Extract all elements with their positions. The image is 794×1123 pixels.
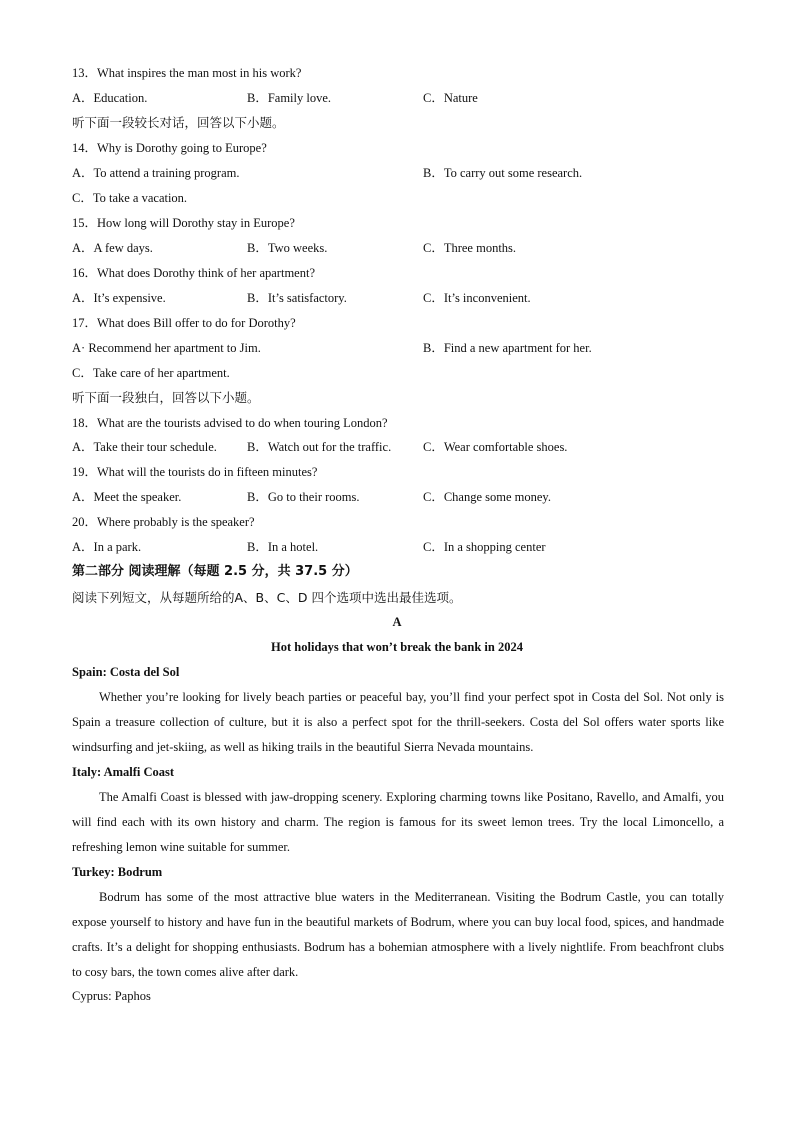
- option-a: A．Meet the speaker.: [72, 490, 182, 504]
- section-heading-italy: Italy: Amalfi Coast: [72, 765, 175, 779]
- question-17-stem: 17．What does Bill offer to do for Dorothy?: [72, 316, 296, 330]
- option-c: C．Change some money.: [423, 490, 551, 504]
- section-text-spain: Whether you’re looking for lively beach parties or peaceful bay, you’ll find your perfect spot in Costa del Sol. Not only is Spain a treasure collection of culture, but it is also a perfect spot for the thrill-seekers. Costa del Sol offers water sports like windsurfing and jet-skiing, as well as hiking trails in the beautiful Sierra Nevada mountains.: [72, 690, 724, 754]
- option-c: C．Three months.: [423, 241, 517, 255]
- question-20-options: [72, 538, 722, 556]
- option-c: C．In a shopping center: [423, 540, 546, 554]
- option-a: A．In a park.: [72, 540, 142, 554]
- section-text-italy: The Amalfi Coast is blessed with jaw-dropping scenery. Exploring charming towns like Positano, Ravello, and Amalfi, you will find each with its own history and charm. The region is famous for its sweet lemon trees. Try the local Limoncello, a refreshing lemon wine suitable for summer.: [72, 790, 724, 854]
- option-b: B．Family love.: [247, 91, 332, 105]
- option-a: A．It’s expensive.: [72, 291, 166, 305]
- question-13-stem: 13．What inspires the man most in his work?: [72, 66, 302, 80]
- question-17-options: [72, 339, 722, 357]
- option-a: A．To attend a training program.: [72, 166, 240, 180]
- option-b: B．Two weeks.: [247, 241, 328, 255]
- option-b: B．Watch out for the traffic.: [247, 440, 392, 454]
- question-14-stem: 14．Why is Dorothy going to Europe?: [72, 141, 267, 155]
- question-13-options: [72, 89, 722, 107]
- passage-letter: A: [392, 615, 402, 629]
- question-18-stem: 18．What are the tourists advised to do when touring London?: [72, 416, 388, 430]
- option-b: B．Go to their rooms.: [247, 490, 360, 504]
- instruction-monologue: 听下面一段独白，回答以下小题。: [72, 390, 260, 405]
- question-18-options: [72, 438, 722, 456]
- option-a: A· Recommend her apartment to Jim.: [72, 341, 261, 355]
- option-c: C．Wear comfortable shoes.: [423, 440, 568, 454]
- question-19-stem: 19．What will the tourists do in fifteen minutes?: [72, 465, 318, 479]
- question-14-options: [72, 164, 722, 182]
- option-b: B．In a hotel.: [247, 540, 319, 554]
- option-c: C．Nature: [423, 91, 478, 105]
- option-b: B．Find a new apartment for her.: [423, 341, 592, 355]
- question-15-stem: 15．How long will Dorothy stay in Europe?: [72, 216, 295, 230]
- option-b: B．It’s satisfactory.: [247, 291, 347, 305]
- section-text-turkey: Bodrum has some of the most attractive blue waters in the Mediterranean. Visiting the Bodrum Castle, you can totally expose yourself to history and have fun in the beautiful markets of Bodrum, where you can buy local food, spices, and handmade crafts. It’s a delight for shopping enthusiasts. Bodrum has a bohemian atmosphere with a lively nightlife. From beachfront clubs to cosy bars, the town comes alive after dark.: [72, 890, 724, 979]
- option-c: C．It’s inconvenient.: [423, 291, 531, 305]
- option-a: A．Education.: [72, 91, 148, 105]
- part2-instruction: 阅读下列短文，从每题所给的A、B、C、D 四个选项中选出最佳选项。: [72, 590, 462, 605]
- part2-title: 第二部分 阅读理解（每题 2.5 分，共 37.5 分）: [72, 564, 358, 579]
- option-a: A．Take their tour schedule.: [72, 440, 217, 454]
- option-b: B．To carry out some research.: [423, 166, 583, 180]
- instruction-long-dialogue: 听下面一段较长对话，回答以下小题。: [72, 115, 285, 130]
- question-16-stem: 16．What does Dorothy think of her apartment?: [72, 266, 315, 280]
- question-20-stem: 20．Where probably is the speaker?: [72, 515, 255, 529]
- option-c: C．To take a vacation.: [72, 191, 188, 205]
- question-15-options: [72, 239, 722, 257]
- question-19-options: [72, 488, 722, 506]
- section-heading-cyprus: Cyprus: Paphos: [72, 989, 151, 1003]
- question-16-options: [72, 289, 722, 307]
- section-heading-turkey: Turkey: Bodrum: [72, 865, 163, 879]
- section-heading-spain: Spain: Costa del Sol: [72, 665, 180, 679]
- passage-title: Hot holidays that won’t break the bank in 2024: [271, 640, 523, 654]
- option-a: A．A few days.: [72, 241, 153, 255]
- option-c: C．Take care of her apartment.: [72, 366, 230, 380]
